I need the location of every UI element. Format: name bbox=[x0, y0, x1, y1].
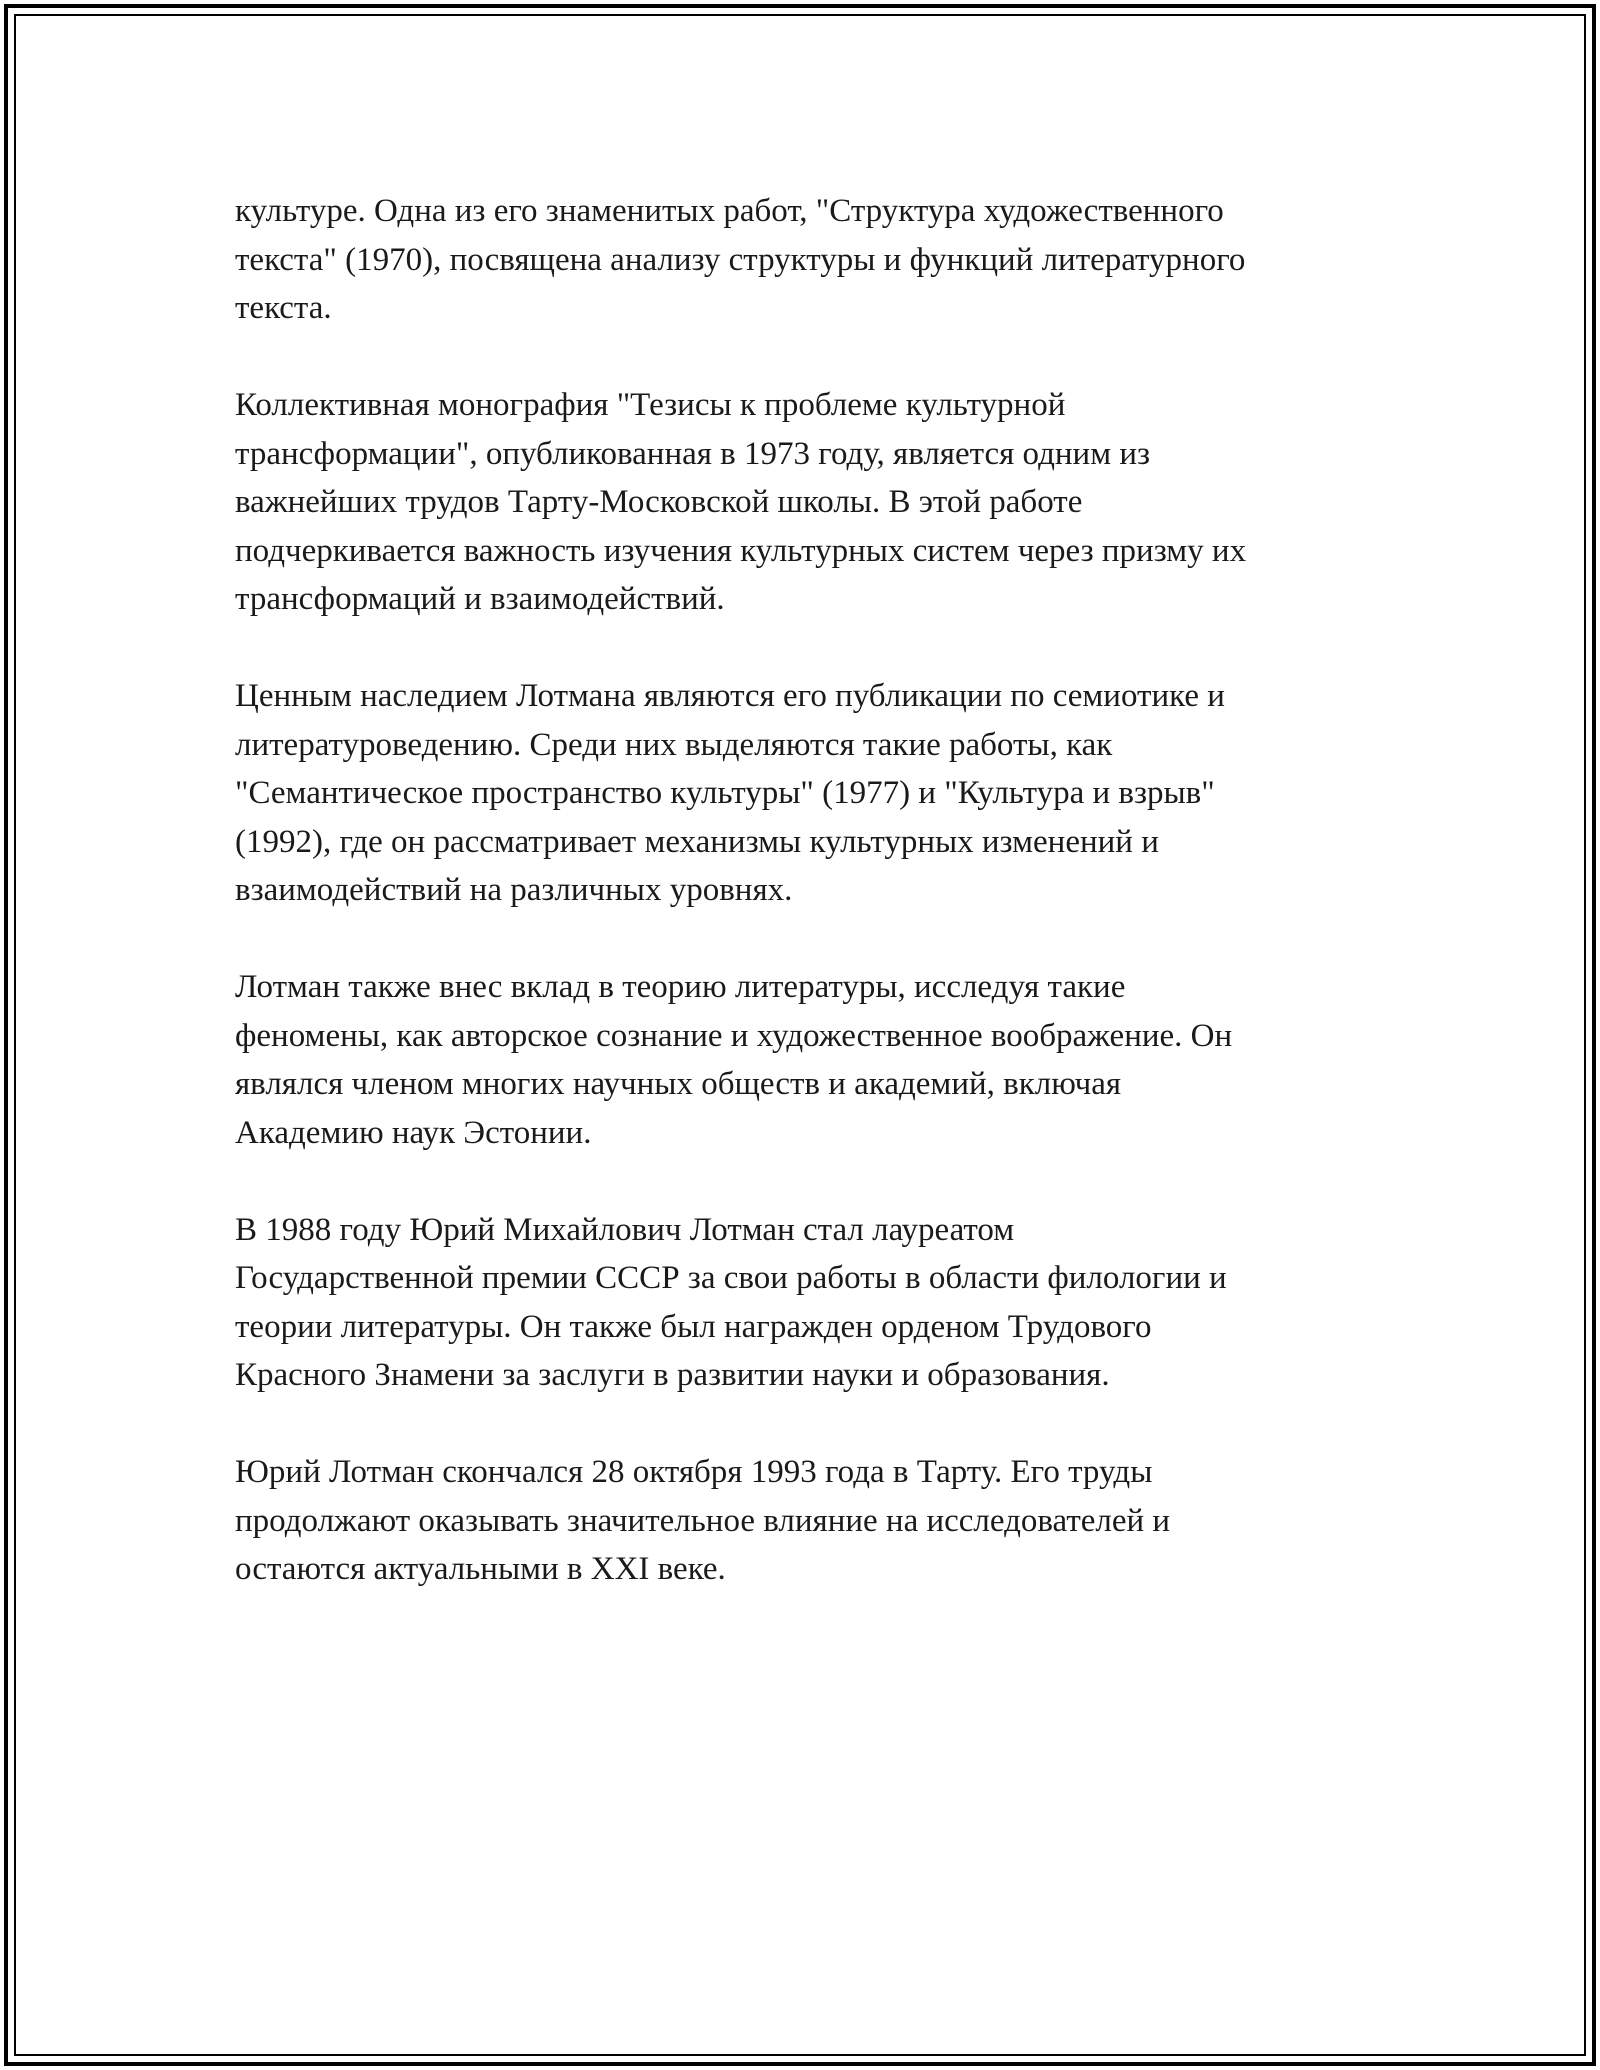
text-line: Лотман также внес вклад в теорию литературы, исследуя такие bbox=[235, 969, 1126, 1005]
text-line: "Семантическое пространство культуры" (1977) и "Культура и взрыв" bbox=[235, 775, 1215, 811]
text-line: Академию наук Эстонии. bbox=[235, 1114, 592, 1151]
text-line: (1992), где он рассматривает механизмы культурных изменений и bbox=[235, 823, 1159, 860]
paragraph bbox=[235, 187, 1415, 333]
paragraph bbox=[235, 963, 1415, 1157]
text-line: Коллективная монография "Тезисы к проблеме культурной bbox=[235, 387, 1066, 423]
text-line: важнейших трудов Тарту-Московской школы. В этой работе bbox=[235, 484, 1083, 520]
text-line: продолжают оказывать значительное влияние на исследователей и bbox=[235, 1502, 1171, 1539]
text-line: Юрий Лотман скончался 28 октября 1993 года в Тарту. Его труды bbox=[235, 1454, 1153, 1490]
text-line: трансформации", опубликованная в 1973 году, является одним из bbox=[235, 435, 1151, 472]
text-line: взаимодействий на различных уровнях. bbox=[235, 872, 793, 908]
text-line: Ценным наследием Лотмана являются его публикации по семиотике и bbox=[235, 678, 1225, 714]
text-line: остаются актуальными в XXI веке. bbox=[235, 1551, 726, 1587]
text-line: являлся членом многих научных обществ и академий, включая bbox=[235, 1066, 1122, 1102]
document-body bbox=[235, 187, 1415, 1642]
text-line: трансформаций и взаимодействий. bbox=[235, 581, 725, 617]
text-line: В 1988 году Юрий Михайлович Лотман стал лауреатом bbox=[235, 1211, 1015, 1248]
text-line: культуре. Одна из его знаменитых работ, "Структура художественного bbox=[235, 193, 1224, 229]
text-line: литературоведению. Среди них выделяются такие работы, как bbox=[235, 726, 1113, 763]
paragraph bbox=[235, 381, 1415, 624]
paragraph bbox=[235, 672, 1415, 915]
text-line: феномены, как авторское сознание и художественное воображение. Он bbox=[235, 1017, 1233, 1054]
paragraph bbox=[235, 1206, 1415, 1400]
paragraph bbox=[235, 1448, 1415, 1594]
text-line: теории литературы. Он также был награжден орденом Трудового bbox=[235, 1308, 1152, 1345]
text-line: текста" (1970), посвящена анализу структуры и функций литературного bbox=[235, 241, 1246, 278]
text-line: текста. bbox=[235, 290, 332, 326]
text-line: Красного Знамени за заслуги в развитии науки и образования. bbox=[235, 1357, 1110, 1393]
text-line: подчеркивается важность изучения культурных систем через призму их bbox=[235, 532, 1247, 569]
text-line: Государственной премии СССР за свои работы в области филологии и bbox=[235, 1260, 1227, 1296]
